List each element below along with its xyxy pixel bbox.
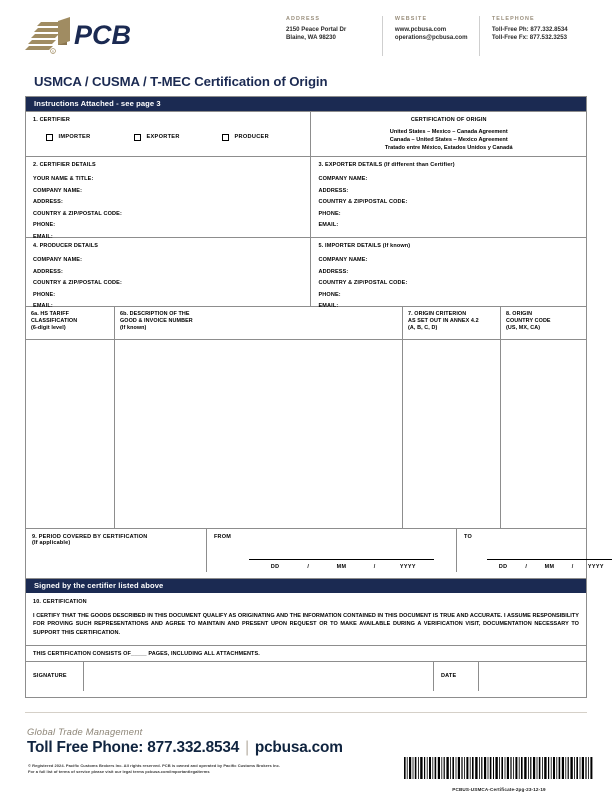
to-mm: MM — [544, 564, 555, 570]
section-9-label-line-2: (If applicable) — [32, 540, 71, 546]
footer-website[interactable]: pcbusa.com — [254, 739, 343, 756]
section-4-producer-details — [26, 238, 310, 309]
goods-table-header — [26, 306, 586, 339]
checkbox-importer-label: IMPORTER — [58, 134, 91, 141]
goods-cell-origin-criterion[interactable] — [402, 340, 500, 528]
contact-website-url[interactable]: www.pcbusa.com — [394, 25, 447, 33]
from-slash-1: / — [307, 564, 310, 570]
exporter-company-field[interactable]: COMPANY NAME: — [318, 176, 368, 182]
coo-line-usmca: United States – Mexico – Canada Agreement — [389, 129, 508, 135]
page-title: USMCA / CUSMA / T-MEC Certification of Origin — [34, 74, 328, 89]
pages-count-line[interactable]: THIS CERTIFICATION CONSISTS OF_____ PAGES, INCLUDING ALL ATTACHMENTS. — [26, 645, 586, 661]
contact-telephone-label: TELEPHONE — [491, 16, 535, 22]
certifier-email-field[interactable]: EMAIL: — [33, 233, 53, 240]
to-dd: DD — [498, 564, 508, 570]
to-slash-1: / — [525, 564, 528, 570]
footer-separator: | — [245, 739, 249, 756]
section-3-label: 3. EXPORTER DETAILS (If different than Certifier) — [318, 162, 455, 168]
page-header — [0, 0, 612, 66]
column-header-origin-country — [500, 307, 586, 339]
signature-row — [26, 661, 586, 691]
section-2-3-row — [26, 156, 586, 240]
checkbox-exporter[interactable] — [134, 134, 222, 141]
certifier-country-zip-field[interactable]: COUNTRY & ZIP/POSTAL CODE: — [33, 210, 122, 217]
legal-line-2: For a full list of terms of service please visit our legal terms pcbusa.com/importantlegalterms — [28, 769, 210, 775]
barcode-block — [404, 757, 594, 792]
section-9-label-line-1: 9. PERIOD COVERED BY CERTIFICATION — [32, 534, 148, 540]
section-5-label: 5. IMPORTER DETAILS (If known) — [318, 243, 411, 249]
contact-fax-line: Toll-Free Fx: 877.532.3253 — [491, 34, 567, 42]
period-from-cell — [206, 529, 456, 572]
col-6b-line-1: 6b. DESCRIPTION OF THE — [120, 311, 190, 317]
section-1-row — [26, 111, 586, 156]
contact-phone-line: Toll-Free Ph: 877.332.8534 — [491, 25, 568, 33]
certifier-name-title-field[interactable]: YOUR NAME & TITLE: — [33, 176, 94, 182]
signature-label: SIGNATURE — [33, 673, 67, 680]
header-contact-block — [286, 16, 596, 56]
col-7-line-1: 7. ORIGIN CRITERION — [408, 311, 467, 317]
col-6b-line-3: (If known) — [120, 325, 147, 332]
checkbox-producer-label: PRODUCER — [234, 134, 269, 141]
col-6a-line-2: CLASSIFICATION — [31, 318, 78, 325]
logo-wordmark: PCB — [74, 20, 132, 50]
signature-date-label: DATE — [433, 662, 478, 691]
section-4-label: 4. PRODUCER DETAILS — [33, 243, 99, 249]
exporter-address-field[interactable]: ADDRESS: — [318, 187, 349, 194]
signed-by-bar: Signed by the certifier listed above — [26, 579, 586, 593]
period-from-label: FROM — [214, 534, 231, 540]
exporter-email-field[interactable]: EMAIL: — [318, 222, 339, 228]
to-slash-2: / — [571, 564, 574, 570]
from-dd: DD — [270, 564, 280, 570]
footer-divider — [25, 712, 587, 713]
from-slash-2: / — [373, 564, 376, 570]
producer-country-zip-field[interactable]: COUNTRY & ZIP/POSTAL CODE: — [33, 280, 122, 286]
col-6a-line-1: 6a. HS TARIFF — [31, 311, 70, 317]
signature-input[interactable] — [83, 662, 433, 691]
col-6a-line-3: (6-digit level) — [31, 325, 66, 332]
footer-tagline: Global Trade Management — [27, 726, 143, 737]
producer-phone-field[interactable]: PHONE: — [33, 291, 56, 298]
certification-form — [25, 96, 604, 583]
section-5-importer-details — [310, 238, 586, 309]
exporter-country-zip-field[interactable]: COUNTRY & ZIP/POSTAL CODE: — [318, 199, 408, 205]
col-7-line-3: (A, B, C, D) — [408, 325, 438, 332]
instructions-bar: Instructions Attached - see page 3 — [26, 97, 586, 111]
certification-statement: I CERTIFY THAT THE GOODS DESCRIBED IN THIS DOCUMENT QUALIFY AS ORIGINATING AND THE INFORMATION CONTAINED IN THIS DOCUMENT IS TRUE AND ACCURATE. I ASSUME RESPONSIBILITY FOR PROVING SUCH REPRESENTATIONS AND AGREE TO MAINTAIN AND PRESENT UPON REQUEST OR TO MAKE AVAILABLE DURING A VERIFICATION VISIT, DOCUMENTATION NECESSARY TO SUPPORT THIS CERTIFICATION. — [33, 613, 579, 636]
coo-line-tmec: Tratado entre México, Estados Unidos y Canadá — [384, 145, 513, 152]
coo-line-cusma: Canada – United States – Mexico Agreement — [389, 137, 508, 144]
barcode-label: PCBUS-USMCA-Certificate-2pg-23-12-19 — [452, 787, 546, 792]
section-1-certifier — [26, 112, 310, 156]
contact-address-line-1: 2150 Peace Portal Dr — [286, 25, 347, 33]
col-7-line-2: AS SET OUT IN ANNEX 4.2 — [408, 318, 479, 325]
producer-email-field[interactable]: EMAIL: — [33, 303, 53, 309]
section-9-label-cell — [26, 529, 206, 572]
goods-cell-description[interactable] — [114, 340, 402, 528]
contact-website — [382, 16, 479, 56]
from-mm: MM — [336, 564, 347, 570]
signature-date-input[interactable] — [478, 662, 586, 691]
contact-website-label: WEBSITE — [394, 16, 428, 22]
footer-toll-free: Toll Free Phone: 877.332.8534 — [27, 739, 240, 756]
contact-address-line-2: Blaine, WA 98230 — [286, 34, 336, 42]
footer-contact-line — [27, 739, 343, 757]
certifier-phone-field[interactable]: PHONE: — [33, 222, 56, 228]
period-from-input[interactable] — [249, 559, 434, 560]
certification-body — [26, 593, 586, 637]
exporter-phone-field[interactable]: PHONE: — [318, 210, 341, 217]
checkbox-exporter-box[interactable] — [134, 134, 141, 141]
col-8-line-2: COUNTRY CODE — [506, 318, 551, 325]
contact-address-label: ADDRESS — [286, 16, 321, 22]
period-from-format — [249, 564, 434, 570]
certifier-checkbox-group — [33, 134, 310, 141]
coo-agreement-lines — [315, 128, 582, 152]
period-to-label: TO — [464, 534, 472, 540]
col-6b-line-2: GOOD & INVOICE NUMBER — [120, 318, 193, 325]
producer-address-field[interactable]: ADDRESS: — [33, 268, 63, 275]
period-to-cell — [456, 529, 604, 572]
footer-legal-text — [28, 763, 398, 775]
coo-title: CERTIFICATION OF ORIGIN — [410, 117, 487, 123]
barcode-image — [404, 757, 594, 779]
certifier-address-field[interactable]: ADDRESS: — [33, 199, 63, 205]
period-to-input[interactable] — [487, 559, 612, 560]
section-2-label: 2. CERTIFIER DETAILS — [33, 162, 96, 168]
to-yyyy: YYYY — [587, 564, 604, 570]
from-yyyy: YYYY — [399, 564, 416, 570]
checkbox-exporter-label: EXPORTER — [146, 134, 180, 141]
section-4-5-row — [26, 237, 586, 309]
section-1-label: 1. CERTIFIER — [33, 117, 70, 123]
importer-country-zip-field[interactable]: COUNTRY & ZIP/POSTAL CODE: — [318, 280, 408, 286]
importer-email-field[interactable]: EMAIL: — [318, 303, 339, 309]
checkbox-importer-box[interactable] — [46, 134, 53, 141]
section-2-certifier-details — [26, 157, 310, 240]
section-3-exporter-details — [310, 157, 586, 237]
section-10-label: 10. CERTIFICATION — [33, 599, 87, 605]
svg-text:R: R — [51, 49, 55, 54]
checkbox-producer[interactable] — [222, 134, 269, 141]
contact-address — [286, 16, 382, 56]
checkbox-producer-box[interactable] — [222, 134, 229, 141]
column-header-origin-criterion — [402, 307, 500, 339]
section-9-period-covered — [26, 528, 604, 572]
col-8-line-1: 8. ORIGIN — [506, 311, 533, 317]
contact-website-email[interactable]: operations@pcbusa.com — [394, 34, 468, 42]
checkbox-importer[interactable] — [46, 134, 134, 141]
col-8-line-3: (US, MX, CA) — [506, 325, 541, 332]
goods-table-body — [26, 339, 586, 528]
goods-cell-hs-tariff[interactable] — [26, 340, 114, 528]
signature-section — [25, 578, 587, 698]
importer-company-field[interactable]: COMPANY NAME: — [318, 257, 368, 263]
legal-line-1: © Registered 2024. Pacific Customs Brokers Inc. All rights reserved. PCB is owned and operated by Pacific Customs Brokers Inc. — [28, 763, 281, 768]
producer-company-field[interactable]: COMPANY NAME: — [33, 257, 83, 263]
period-to-format — [487, 564, 612, 570]
column-header-description — [114, 307, 402, 339]
importer-phone-field[interactable]: PHONE: — [318, 291, 341, 298]
pcb-logo — [22, 14, 150, 56]
goods-cell-origin-country[interactable] — [500, 340, 586, 528]
certifier-company-field[interactable]: COMPANY NAME: — [33, 187, 83, 194]
column-header-hs-tariff — [26, 307, 114, 339]
importer-address-field[interactable]: ADDRESS: — [318, 268, 349, 275]
contact-telephone — [479, 16, 596, 56]
certification-of-origin-block — [310, 112, 586, 156]
